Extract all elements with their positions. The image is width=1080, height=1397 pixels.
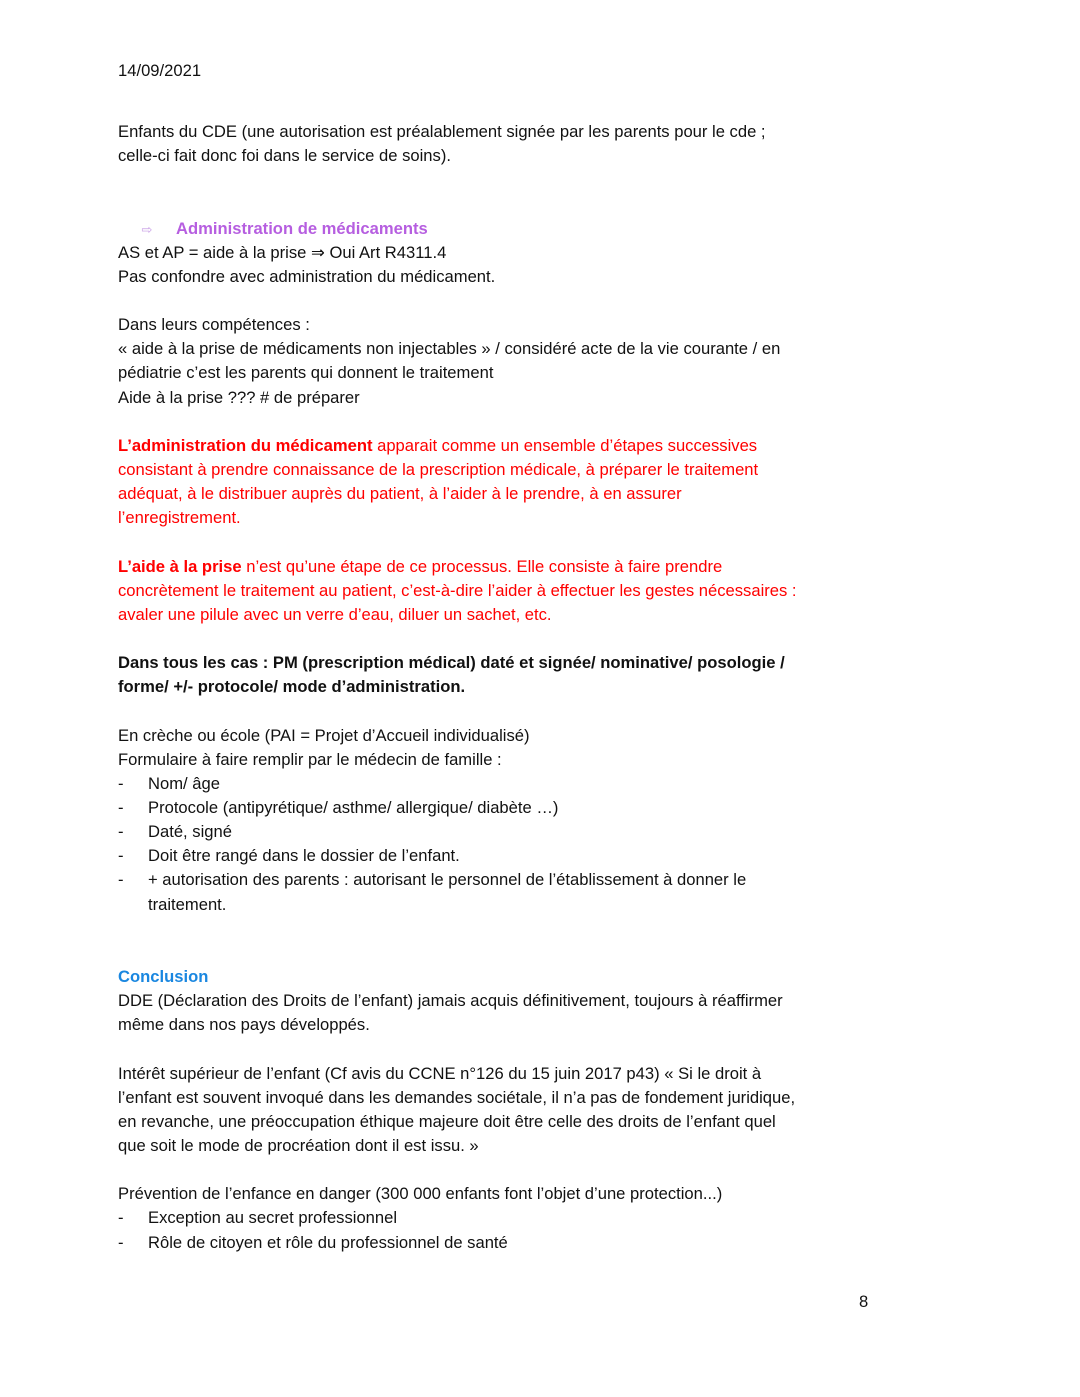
text-line [118, 434, 898, 458]
text-line [118, 555, 898, 579]
list-item-text: Exception au secret professionnel [148, 1208, 398, 1228]
list-item [118, 844, 898, 868]
text-line: Dans tous les cas : PM (prescription médical) daté et signée/ nominative/ posologie / [118, 653, 785, 673]
bullet: - [118, 846, 124, 866]
emphasis: L’administration du médicament [118, 435, 373, 455]
bullet: - [118, 870, 124, 890]
text-line: « aide à la prise de médicaments non injectables » / considéré acte de la vie courante / en [118, 339, 781, 359]
section-title: Administration de médicaments [176, 218, 428, 238]
list-item-text: + autorisation des parents : autorisant le personnel de l’établissement à donner le [148, 870, 747, 890]
text-line: En crèche ou école (PAI = Projet d’Accueil individualisé) [118, 725, 530, 745]
text-line: consistant à prendre connaissance de la prescription médicale, à préparer le traitement [118, 459, 759, 479]
text-line: AS et AP = aide à la prise ⇒ Oui Art R4311.4 [118, 242, 447, 262]
text-line: Prévention de l’enfance en danger (300 000 enfants font l’objet d’une protection...) [118, 1184, 723, 1204]
list-item-text: Protocole (antipyrétique/ asthme/ allergique/ diabète …) [148, 797, 559, 817]
text-line: même dans nos pays développés. [118, 1015, 370, 1035]
text-span: apparait comme un ensemble d’étapes successives [372, 435, 758, 455]
emphasis: L’aide à la prise [118, 556, 242, 576]
list-item-text: Daté, signé [148, 822, 232, 842]
bullet: - [118, 1208, 124, 1228]
list-item [118, 868, 898, 892]
bullet: - [118, 822, 124, 842]
text-line: adéquat, à le distribuer auprès du patient, à l’aider à le prendre, à en assurer [118, 484, 682, 504]
list-item-continuation: traitement. [148, 894, 227, 914]
bullet: - [118, 1232, 124, 1252]
text-line: concrètement le traitement au patient, c’est-à-dire l’aider à effectuer les gestes nécessaires : [118, 580, 797, 600]
bullet: - [118, 773, 124, 793]
list-item [118, 772, 898, 796]
bullet: - [118, 797, 124, 817]
page-number: 8 [859, 1292, 869, 1311]
text-line: pédiatrie c’est les parents qui donnent le traitement [118, 363, 494, 383]
arrow-right-icon: ⇨ [141, 221, 153, 237]
text-line: Enfants du CDE (une autorisation est préalablement signée par les parents pour le cde ; [118, 122, 766, 141]
list-item-text: Doit être rangé dans le dossier de l’enfant. [148, 846, 460, 866]
text-line: en revanche, une préoccupation éthique majeure doit être celle des droits de l’enfant quel [118, 1111, 776, 1131]
section-heading [118, 217, 898, 241]
text-line: l’enregistrement. [118, 508, 241, 528]
text-line: celle-ci fait donc foi dans le service de soins). [118, 146, 451, 166]
text-line: Aide à la prise ??? # de préparer [118, 387, 360, 407]
text-line: l’enfant est souvent invoqué dans les demandes sociétale, il n’a pas de fondement juridique, [118, 1087, 796, 1107]
document-body [118, 120, 898, 1255]
list-item [118, 820, 898, 844]
list-item-text: Rôle de citoyen et rôle du professionnel de santé [148, 1232, 508, 1252]
list-item-text: Nom/ âge [148, 773, 220, 793]
text-line: Intérêt supérieur de l’enfant (Cf avis du CCNE n°126 du 15 juin 2017 p43) « Si le droit à [118, 1063, 762, 1083]
text-line: Pas confondre avec administration du médicament. [118, 266, 496, 286]
text-line: forme/ +/- protocole/ mode d’administration. [118, 677, 466, 697]
header-date: 14/09/2021 [118, 61, 202, 80]
conclusion-heading: Conclusion [118, 966, 209, 986]
text-line: DDE (Déclaration des Droits de l’enfant) jamais acquis définitivement, toujours à réaffirmer [118, 991, 783, 1011]
text-span: n’est qu’une étape de ce processus. Elle consiste à faire prendre [241, 556, 723, 576]
text-line: avaler une pilule avec un verre d’eau, diluer un sachet, etc. [118, 604, 552, 624]
text-line: Formulaire à faire remplir par le médecin de famille : [118, 749, 502, 769]
text-line: Dans leurs compétences : [118, 315, 310, 335]
text-line: que soit le mode de procréation dont il est issu. » [118, 1135, 479, 1155]
list-item [118, 1231, 898, 1255]
list-item [118, 796, 898, 820]
list-item [118, 1206, 898, 1230]
